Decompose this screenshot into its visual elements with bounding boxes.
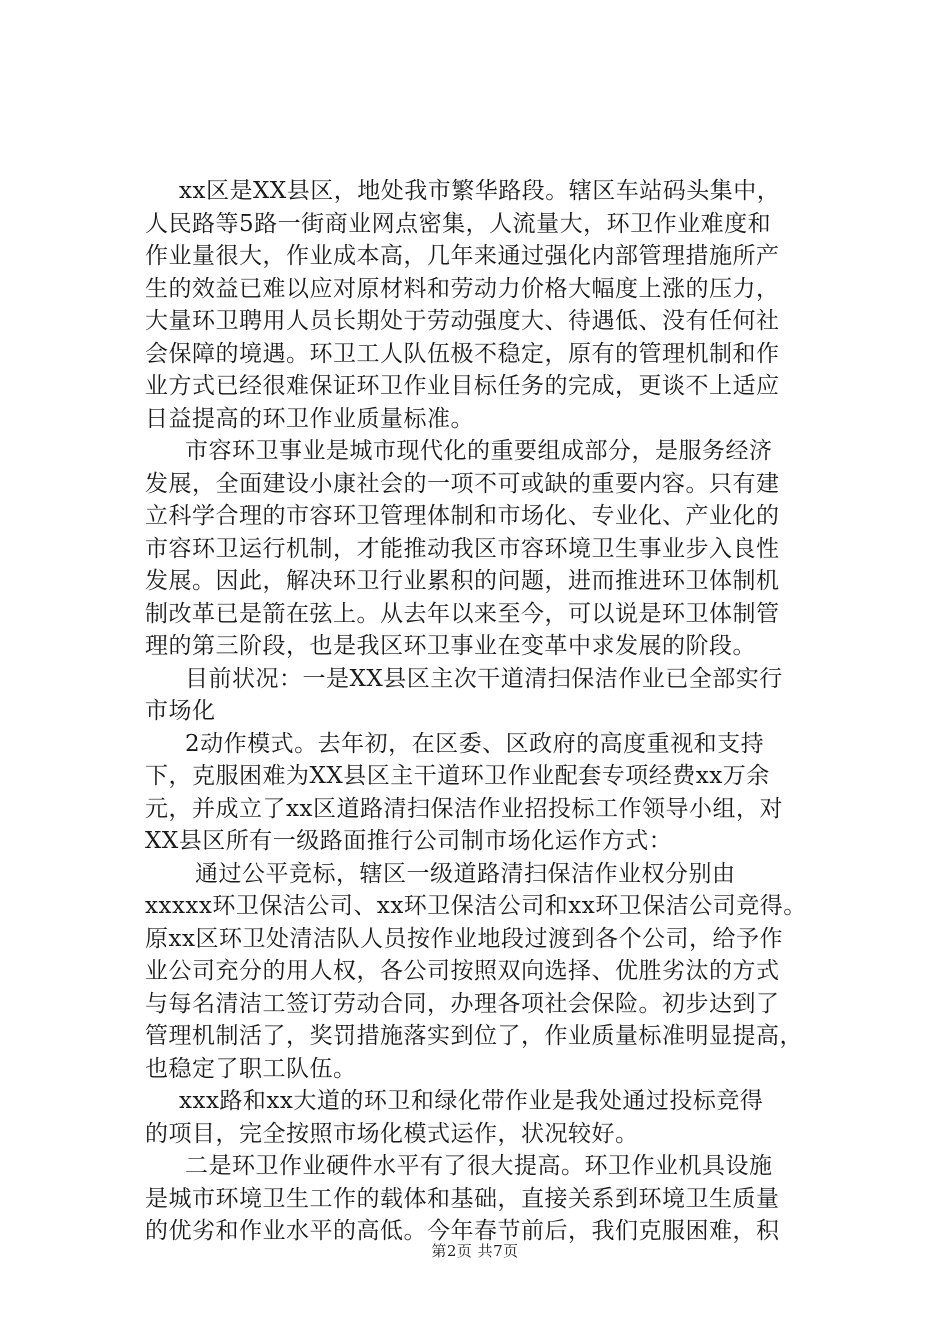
text-line: 日益提高的环卫作业质量标准。: [145, 405, 474, 432]
text-line: xxxxx环卫保洁公司、xx环卫保洁公司和xx环卫保洁公司竞得。: [145, 893, 807, 919]
text-line: 制改革已是箭在弦上。从去年以来至今，可以说是环卫体制管: [145, 600, 780, 627]
text-line: 下，克服困难为XX县区主干道环卫作业配套专项经费xx万余: [145, 763, 770, 789]
text-line: 业公司充分的用人权，各公司按照双向选择、优胜劣汰的方式: [145, 958, 780, 984]
text-line: 与每名清洁工签订劳动合同，办理各项社会保险。初步达到了: [145, 990, 780, 1017]
page-number-footer: 第2页 共7页: [431, 1242, 519, 1260]
text-line: 也稳定了职工队伍。: [145, 1055, 357, 1082]
text-line: 通过公平竞标，辖区一级道路清扫保洁作业权分别由: [195, 860, 736, 887]
text-line: 发展，全面建设小康社会的一项不可或缺的重要内容。只有建: [145, 470, 780, 497]
text-line: 的优劣和作业水平的高低。今年春节前后，我们克服困难，积: [145, 1218, 780, 1244]
text-line: 是城市环境卫生工作的载体和基础，直接关系到环境卫生质量: [145, 1185, 780, 1212]
document-body: [145, 175, 835, 1248]
text-line: 业方式已经很难保证环卫作业目标任务的完成，更谈不上适应: [145, 373, 780, 399]
text-line: 的项目，完全按照市场化模式运作，状况较好。: [145, 1120, 639, 1147]
text-line: 元，并成立了xx区道路清扫保洁作业招投标工作领导小组，对: [145, 795, 783, 822]
text-line: XX县区所有一级路面推行公司制市场化运作方式：: [145, 828, 673, 854]
text-line: 人民路等5路一街商业网点密集，人流量大，环卫作业难度和: [145, 210, 772, 237]
text-line: 目前状况：一是XX县区主次干道清扫保洁作业已全部实行: [185, 665, 783, 692]
text-line: 会保障的境遇。环卫工人队伍极不稳定，原有的管理机制和作: [145, 340, 780, 367]
text-line: 市容环卫事业是城市现代化的重要组成部分，是服务经济: [185, 438, 773, 464]
text-line: 市场化: [145, 698, 216, 724]
text-line: 生的效益已难以应对原材料和劳动力价格大幅度上涨的压力，: [145, 275, 780, 302]
text-line: 原xx区环卫处清洁队人员按作业地段过渡到各个公司，给予作: [145, 925, 783, 952]
text-line: 二是环卫作业硬件水平有了很大提高。环卫作业机具设施: [185, 1153, 773, 1179]
text-line: 管理机制活了，奖罚措施落实到位了，作业质量标准明显提高，: [145, 1023, 803, 1049]
text-line: 大量环卫聘用人员长期处于劳动强度大、待遇低、没有任何社: [145, 308, 780, 334]
text-line: xx区是XX县区，地处我市繁华路段。辖区车站码头集中，: [179, 178, 781, 204]
text-line: 发展。因此，解决环卫行业累积的问题，进而推进环卫体制机: [145, 568, 780, 594]
text-line: xxx路和xx大道的环卫和绿化带作业是我处通过投标竞得: [179, 1088, 764, 1114]
text-line: 理的第三阶段，也是我区环卫事业在变革中求发展的阶段。: [145, 633, 756, 659]
text-line: 作业量很大，作业成本高，几年来通过强化内部管理措施所产: [145, 243, 780, 269]
text-line: 2动作模式。去年初，在区委、区政府的高度重视和支持: [185, 730, 765, 757]
text-line: 市容环卫运行机制，才能推动我区市容环境卫生事业步入良性: [145, 535, 780, 562]
text-line: 立科学合理的市容环卫管理体制和市场化、专业化、产业化的: [145, 503, 780, 529]
